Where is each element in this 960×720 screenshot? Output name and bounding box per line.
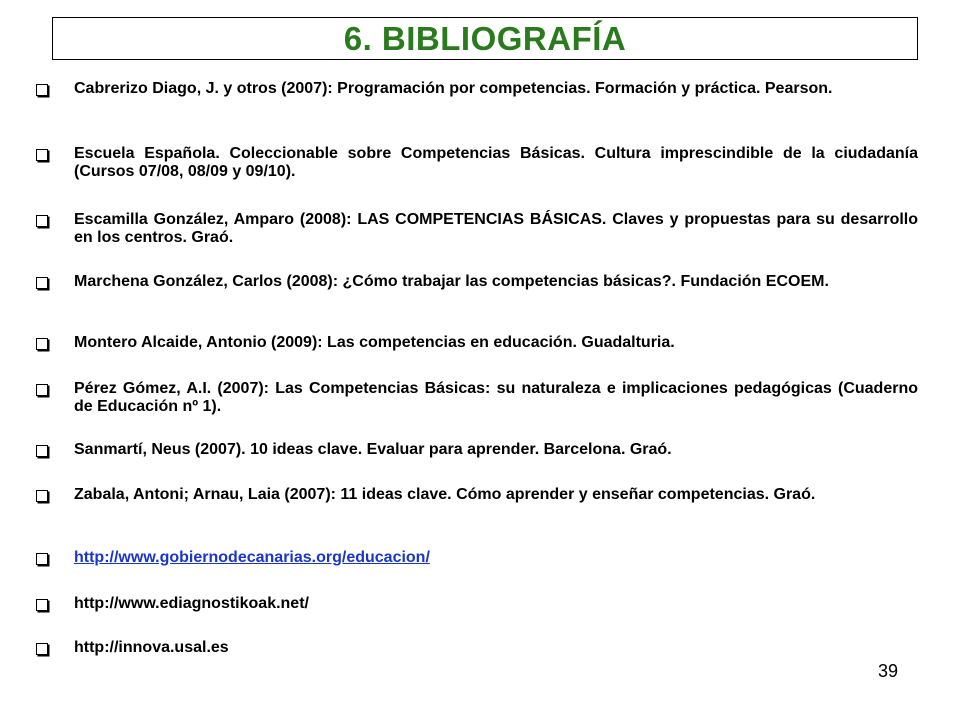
square-bullet-icon [36,490,48,502]
square-bullet-icon [36,599,48,611]
square-bullet-icon [36,338,48,350]
bibliography-item [36,211,918,247]
bibliography-item [36,486,918,504]
bibliography-item-text: Pérez Gómez, A.I. (2007): Las Competencias Básicas: su naturaleza e implicaciones pedagógicas (Cuaderno de Educación nº 1). [74,380,918,415]
bibliography-item-text: Sanmartí, Neus (2007). 10 ideas clave. Evaluar para aprender. Barcelona. Graó. [74,441,672,458]
bibliography-item [36,441,918,459]
bibliography-item [36,334,918,352]
page-number: 39 [878,661,899,681]
bibliography-item-text: Escuela Española. Coleccionable sobre Competencias Básicas. Cultura imprescindible de la ciudadanía (Cursos 07/08, 08/09 y 09/10). [74,145,918,180]
bibliography-item-text: Zabala, Antoni; Arnau, Laia (2007): 11 ideas clave. Cómo aprender y enseñar competencias. Graó. [74,486,816,503]
square-bullet-icon [36,384,48,396]
bibliography-item [36,80,918,98]
bibliography-item-text: Montero Alcaide, Antonio (2009): Las competencias en educación. Guadalturia. [74,334,675,351]
bibliography-item [36,639,918,657]
title-box [52,17,918,60]
page-title: 6. BIBLIOGRAFÍA [343,20,627,57]
bibliography-item [36,145,918,181]
square-bullet-icon [36,445,48,457]
square-bullet-icon [36,277,48,289]
bibliography-item-text: http://innova.usal.es [74,639,229,656]
bibliography-item-text: Escamilla González, Amparo (2008): LAS COMPETENCIAS BÁSICAS. Claves y propuestas para su desarrollo en los centros. Graó. [74,211,918,246]
bibliography-item-text: http://www.ediagnostikoak.net/ [74,595,309,612]
square-bullet-icon [36,215,48,227]
bibliography-item [36,595,918,613]
bibliography-item [36,380,918,416]
gobiernodecanarias-link[interactable]: http://www.gobiernodecanarias.org/educacion/ [74,549,430,566]
square-bullet-icon [36,643,48,655]
square-bullet-icon [36,553,48,565]
bibliography-item [36,273,918,291]
bibliography-item-text: Cabrerizo Diago, J. y otros (2007): Programación por competencias. Formación y práctica. Pearson. [74,80,833,97]
bibliography-item-text: Marchena González, Carlos (2008): ¿Cómo trabajar las competencias básicas?. Fundación ECOEM. [74,273,829,290]
square-bullet-icon [36,84,48,96]
bibliography-link-item [36,549,918,567]
square-bullet-icon [36,149,48,161]
